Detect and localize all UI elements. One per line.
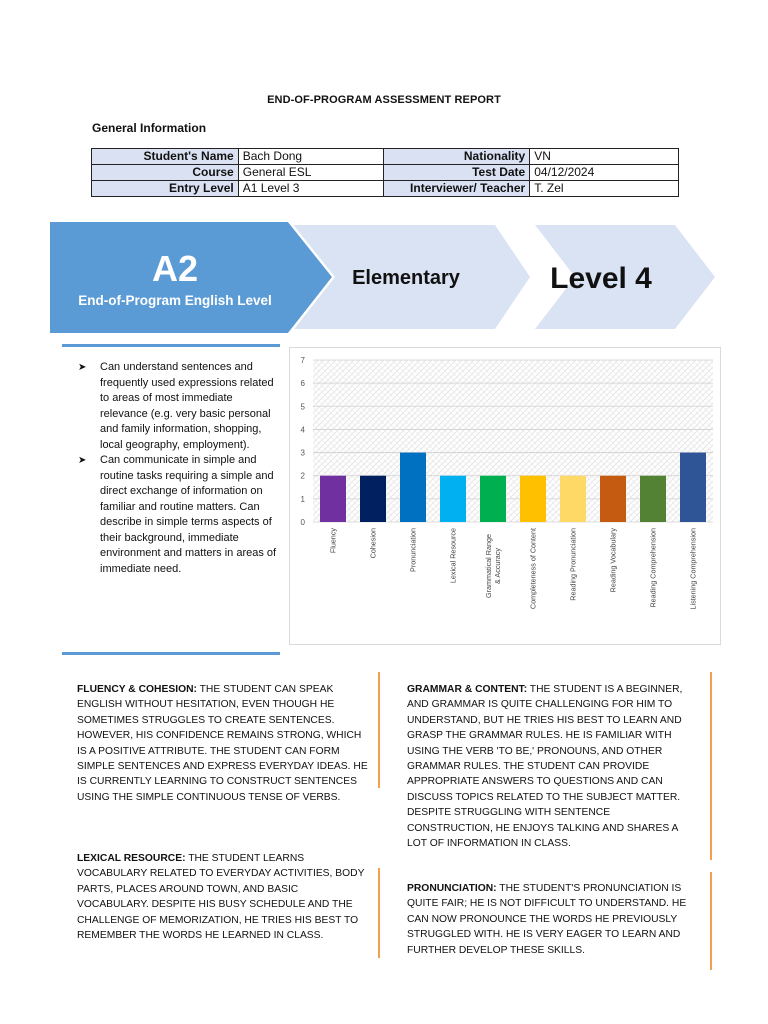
- y-tick-label: 7: [300, 356, 305, 365]
- fluency-text: THE STUDENT CAN SPEAK ENGLISH WITHOUT HESITATION, EVEN THOUGH HE SOMETIMES STRUGGLES TO CREATE SENTENCES. HOWEVER, HIS CONFIDENCE REMAINS STRONG, WHICH IS A POSITIVE ATTRIBUTE. THE STUDENT CAN FORM SIMPLE SENTENCES AND EXPRESS EVERYDAY IDEAS. HE IS CURRENTLY LEARNING TO CONSTRUCT SENTENCES USING THE SIMPLE CONTINUOUS TENSE OF VERBS.: [77, 684, 368, 803]
- bar: [640, 476, 666, 522]
- x-tick-label: Completeness of Content: [528, 528, 538, 610]
- arrow-bullet-icon: ➤: [78, 362, 87, 373]
- lexical-section: [77, 851, 369, 943]
- x-tick-label: Grammatical Range& Accuracy: [484, 534, 502, 598]
- column-divider: [378, 868, 380, 958]
- bar: [560, 476, 586, 522]
- nationality-value: VN: [530, 149, 679, 165]
- student-name-value: Bach Dong: [238, 149, 384, 165]
- x-tick-label: Cohesion: [368, 528, 378, 559]
- descriptor-text: Can understand sentences and frequently used expressions related to areas of most immediate relevance (e.g. very basic personal and family information, shopping, local geography, employment).: [100, 361, 274, 451]
- column-divider: [710, 672, 712, 860]
- x-tick-label: Fluency: [328, 528, 338, 554]
- table-row: [92, 149, 679, 165]
- fluency-section: [77, 682, 369, 805]
- bar: [600, 476, 626, 522]
- entry-level-label: Entry Level: [92, 181, 239, 197]
- course-label: Course: [92, 165, 239, 181]
- skills-bar-chart: [289, 347, 721, 645]
- descriptor-text: Can communicate in simple and routine tasks requiring a simple and direct exchange of information on familiar and routine matters. Can describe in simple terms aspects of their background, immediate environment and matters in areas of immediate need.: [100, 454, 277, 575]
- grammar-heading: GRAMMAR & CONTENT:: [407, 684, 528, 695]
- list-item: [78, 360, 278, 453]
- column-divider: [378, 672, 380, 788]
- x-tick-label: Pronunciation: [408, 528, 418, 572]
- x-tick-label: Lexical Resource: [448, 528, 458, 584]
- table-row: [92, 165, 679, 181]
- fluency-heading: FLUENCY & COHESION:: [77, 684, 197, 695]
- teacher-value: T. Zel: [530, 181, 679, 197]
- y-tick-label: 3: [300, 448, 305, 458]
- y-tick-label: 0: [300, 518, 305, 527]
- bar: [680, 453, 706, 522]
- student-name-label: Student's Name: [92, 149, 239, 165]
- bar: [480, 476, 506, 522]
- descriptor-list: [78, 360, 278, 577]
- divider-bottom: [62, 652, 280, 655]
- level-caption: End-of-Program English Level: [78, 293, 272, 308]
- test-date-label: Test Date: [384, 165, 530, 181]
- table-row: [92, 181, 679, 197]
- list-item: [78, 453, 278, 577]
- pronunciation-section: [407, 881, 697, 958]
- general-info-heading: General Information: [92, 121, 207, 135]
- grammar-section: [407, 682, 697, 851]
- entry-level-value: A1 Level 3: [238, 181, 384, 197]
- bar: [440, 476, 466, 522]
- level-code: A2: [151, 248, 199, 289]
- y-tick-label: 2: [300, 471, 305, 481]
- grammar-text: THE STUDENT IS A BEGINNER, AND GRAMMAR IS QUITE CHALLENGING FOR HIM TO UNDERSTAND, BUT HE TRIES HIS BEST TO LEARN AND GRASP THE GRAMMAR RULES. HE IS FAMILIAR WITH USING THE VERB 'TO BE,' PRONOUNS, AND OTHER GRAMMAR RULES. THE STUDENT CAN PROVIDE APPROPRIATE ANSWERS TO QUESTIONS AND CAN DISCUSS TOPICS RELATED TO THE SUBJECT MATTER. DESPITE STRUGGLING WITH SENTENCE CONSTRUCTION, HE ENJOYS TALKING AND SHARES A LOT OF INFORMATION IN CLASS.: [407, 684, 683, 850]
- nationality-label: Nationality: [384, 149, 530, 165]
- teacher-label: Interviewer/ Teacher: [384, 181, 530, 197]
- pronunciation-text: THE STUDENT'S PRONUNCIATION IS QUITE FAIR; HE IS NOT DIFFICULT TO UNDERSTAND. HE CAN NOW PRONOUNCE THE WORDS HE PREVIOUSLY STRUGGLED WITH. HE IS VERY EAGER TO LEARN AND FURTHER DEVELOP THESE SKILLS.: [407, 883, 687, 956]
- y-tick-label: 5: [300, 402, 305, 412]
- lexical-text: THE STUDENT LEARNS VOCABULARY RELATED TO EVERYDAY ACTIVITIES, BODY PARTS, PLACES AROUND TOWN, AND BASIC VOCABULARY. DESPITE HIS BUSY SCHEDULE AND THE CHALLENGE OF MEMORIZATION, HE TRIES HIS BEST TO REMEMBER THE WORDS HE LEARNED IN CLASS.: [77, 853, 365, 942]
- test-date-value: 04/12/2024: [530, 165, 679, 181]
- y-tick-label: 4: [300, 425, 305, 435]
- report-title: END-OF-PROGRAM ASSESSMENT REPORT: [267, 94, 501, 106]
- bar: [400, 453, 426, 522]
- divider-top: [62, 344, 280, 347]
- bar: [320, 476, 346, 522]
- course-value: General ESL: [238, 165, 384, 181]
- x-tick-label: Reading Comprehension: [648, 528, 658, 608]
- info-table: [91, 148, 679, 197]
- level-banner: [50, 220, 720, 335]
- bar: [360, 476, 386, 522]
- pronunciation-heading: PRONUNCIATION:: [407, 883, 497, 894]
- arrow-bullet-icon: ➤: [78, 455, 87, 466]
- y-tick-label: 1: [300, 494, 305, 504]
- y-tick-label: 6: [300, 379, 305, 389]
- bar: [520, 476, 546, 522]
- x-tick-label: Reading Pronunciation: [568, 528, 578, 601]
- lexical-heading: LEXICAL RESOURCE:: [77, 853, 186, 864]
- x-tick-label: Reading Vocabulary: [608, 528, 618, 593]
- x-tick-label: Listening Comprehension: [688, 528, 698, 610]
- column-divider: [710, 872, 712, 970]
- level-name: Elementary: [352, 267, 460, 289]
- level-number: Level 4: [550, 262, 652, 295]
